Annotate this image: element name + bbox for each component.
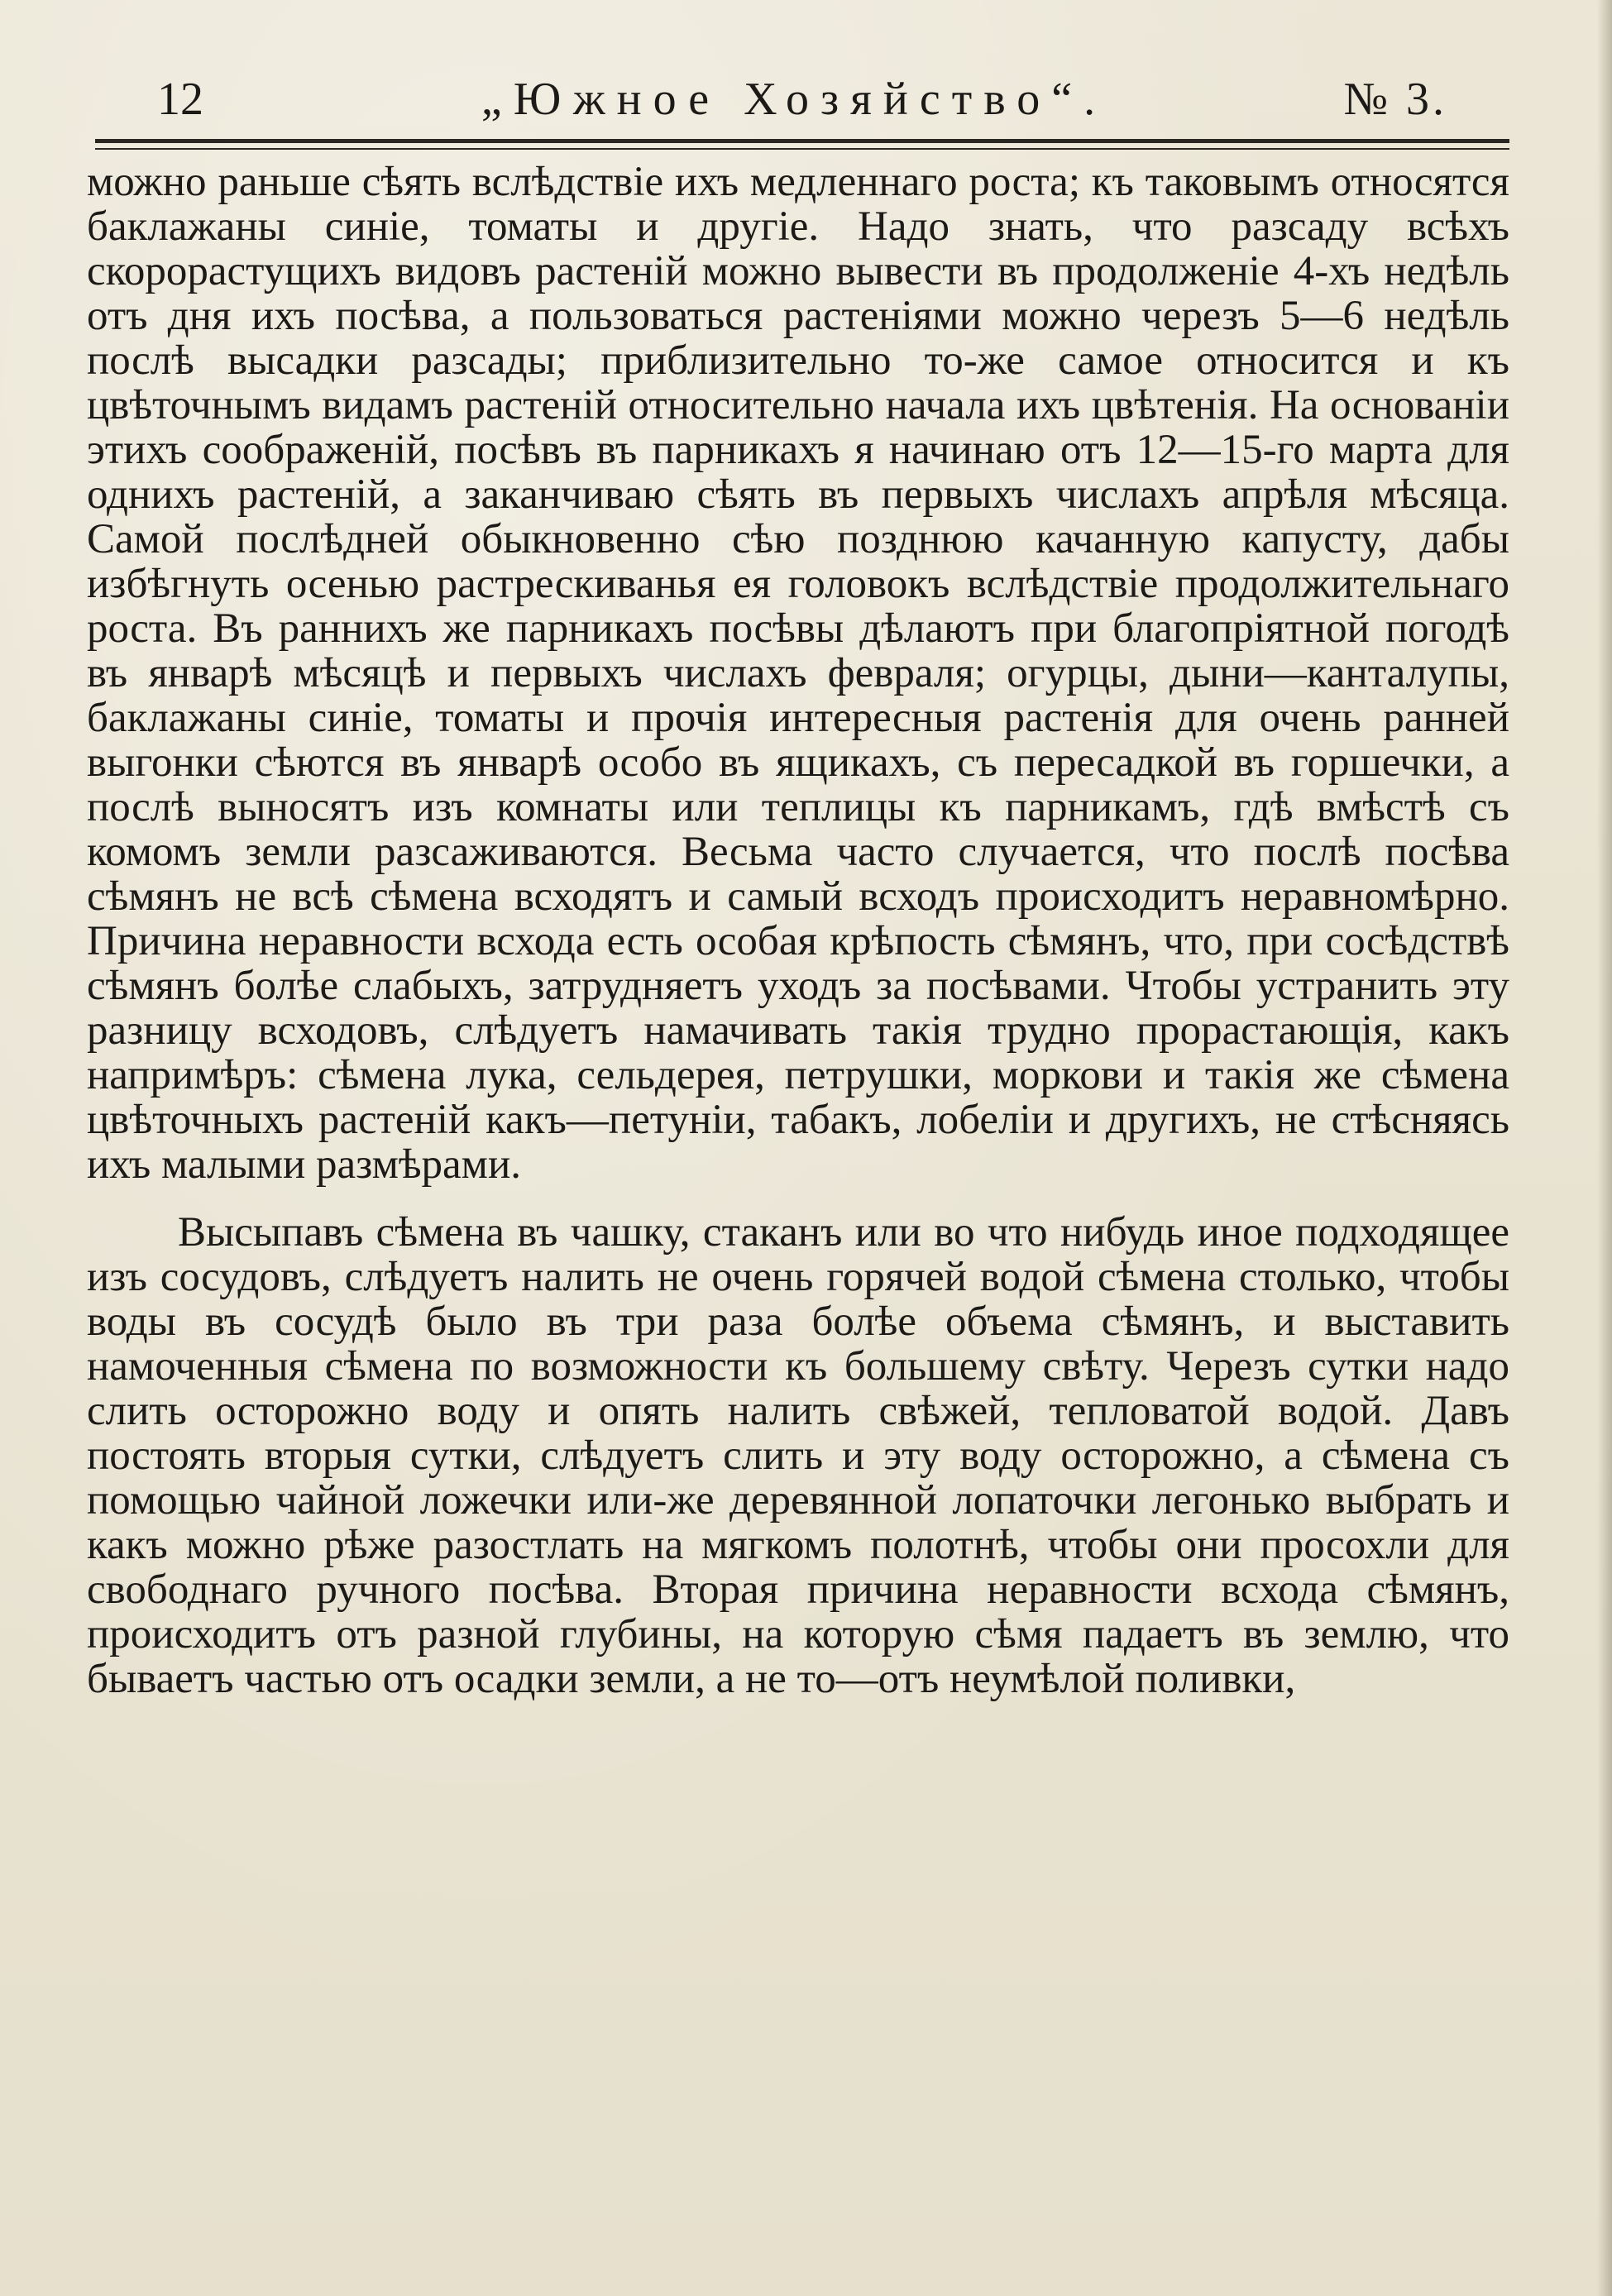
issue-number: № 3. (1343, 74, 1447, 125)
page-edge-shadow (1597, 0, 1612, 2296)
paragraph-2: Высыпавъ сѣмена въ чашку, стаканъ или во что нибудь иное подходящее изъ сосудовъ, слѣдуетъ налить не очень горячей водой сѣмена столько, чтобы воды въ сосудѣ было въ три раза болѣе объема сѣмянъ, и выставить намоченныя сѣмена по возможности къ большему свѣту. Черезъ сутки надо слить осторожно воду и опять налить свѣжей, тепловатой водой. Давъ постоять вторыя сутки, слѣдуетъ слить и эту воду осторожно, а сѣмена съ помощью чайной ложечки или-же деревянной лопаточки легонько выбрать и какъ можно рѣже разостлать на мягкомъ полотнѣ, чтобы они просохли для свободнаго ручного посѣва. Вторая причина неравности всхода сѣмянъ, происходитъ отъ разной глубины, на которую сѣмя падаетъ въ землю, что бываетъ частью отъ осадки земли, а не то—отъ неумѣлой поливки, (87, 1209, 1509, 1702)
journal-title: „Южное Хозяйство“. (481, 74, 1107, 125)
page-number: 12 (157, 74, 203, 125)
article-body (87, 160, 1509, 1701)
header-rule-thick (95, 139, 1509, 143)
header-rule-thin (95, 148, 1509, 150)
paragraph-1: можно раньше сѣять вслѣдствіе ихъ медленнаго роста; къ таковымъ относятся баклажаны синіе, томаты и другіе. Надо знать, что разсаду всѣхъ скорорастущихъ видовъ растеній можно вывести въ продолженіе 4-хъ недѣль отъ дня ихъ посѣва, а пользоваться растеніями можно черезъ 5—6 недѣль послѣ высадки разсады; приблизительно то-же самое относится и къ цвѣточнымъ видамъ растеній относительно начала ихъ цвѣтенія. На основаніи этихъ соображеній, посѣвъ въ парникахъ я начинаю отъ 12—15-го марта для однихъ растеній, а заканчиваю сѣять въ первыхъ числахъ апрѣля мѣсяца. Самой послѣдней обыкновенно сѣю позднюю качанную капусту, дабы избѣгнуть осенью растрескиванья ея головокъ вслѣдствіе продолжительнаго роста. Въ раннихъ же парникахъ посѣвы дѣлаютъ при благопріятной погодѣ въ январѣ мѣсяцѣ и первыхъ числахъ февраля; огурцы, дыни—канталупы, баклажаны синіе, томаты и прочія интересныя растенія для очень ранней выгонки сѣются въ январѣ особо въ ящикахъ, съ пересадкой въ горшечки, а послѣ выносятъ изъ комнаты или теплицы къ парникамъ, гдѣ вмѣстѣ съ комомъ земли разсаживаются. Весьма часто случается, что послѣ посѣва сѣмянъ не всѣ сѣмена всходятъ и самый всходъ происходитъ неравномѣрно. Причина неравности всхода есть особая крѣпость сѣмянъ, что, при сосѣдствѣ сѣмянъ болѣе слабыхъ, затрудняетъ уходъ за посѣвами. Чтобы устранить эту разницу всходовъ, слѣдуетъ намачивать такія трудно прорастающія, какъ напримѣръ: сѣмена лука, сельдерея, петрушки, моркови и такія же сѣмена цвѣточныхъ растеній какъ—петуніи, табакъ, лобеліи и другихъ, не стѣсняясь ихъ малыми размѣрами. (87, 159, 1509, 1188)
page-header (132, 66, 1456, 132)
